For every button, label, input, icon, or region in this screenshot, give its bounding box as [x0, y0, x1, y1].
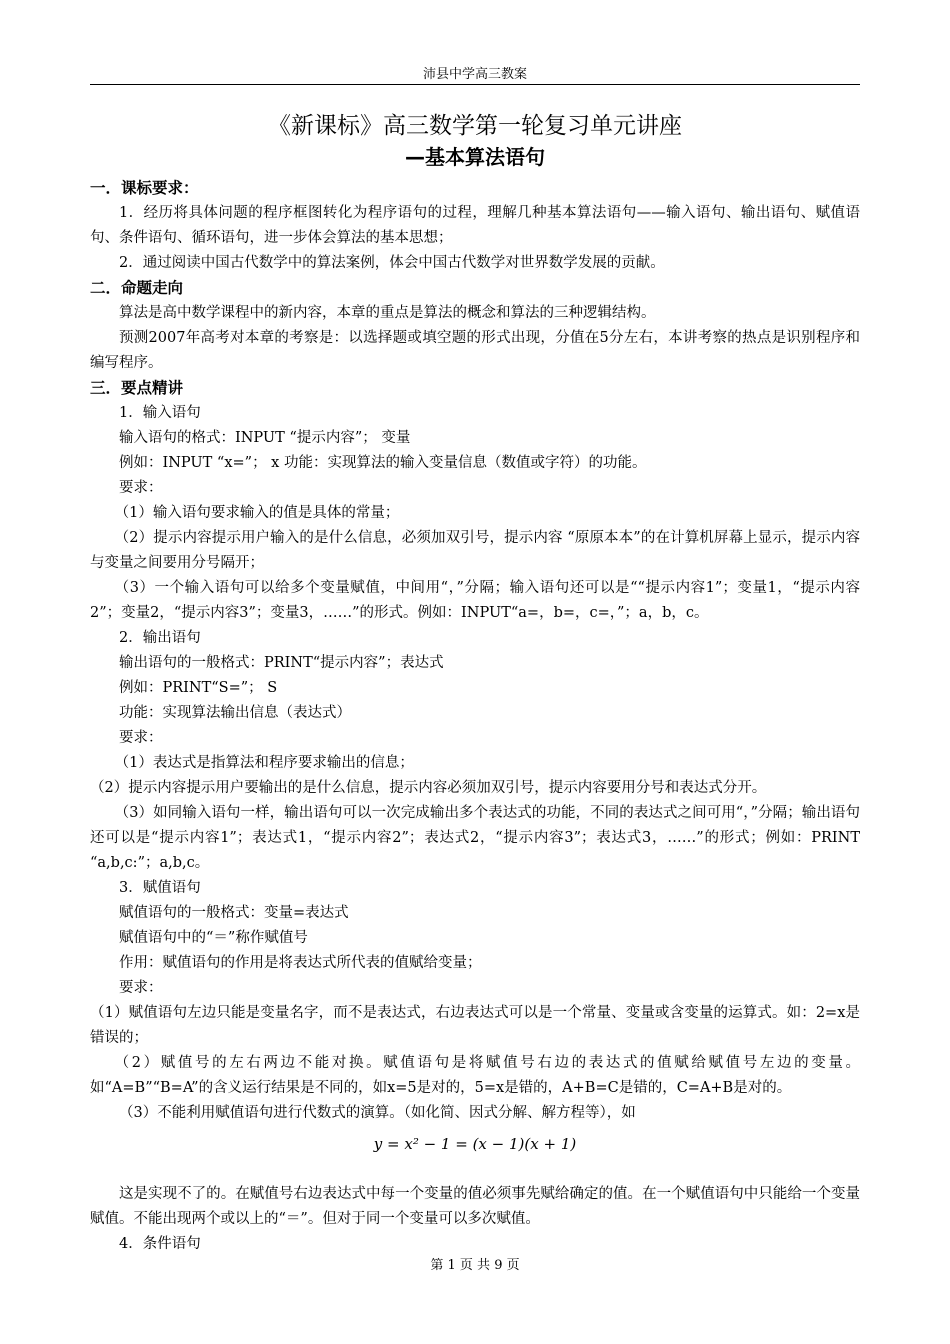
requirement-item: （1）输入语句要求输入的值是具体的常量； — [114, 505, 400, 521]
paragraph: 赋值语句中的“＝”称作赋值号 — [119, 930, 308, 946]
requirement-label: 要求： — [119, 980, 163, 996]
requirement-item: （2）提示内容提示用户要输出的是什么信息，提示内容必须加双引号，提示内容要用分号和表达式分开。 — [90, 780, 767, 796]
requirement-item: （1）赋值语句左边只能是变量名字，而不是表达式，右边表达式可以是一个常量、变量或含变量的运算式。如：2=x是错误的； — [90, 1005, 860, 1046]
paragraph: 这是实现不了的。在赋值号右边表达式中每一个变量的值必须事先赋给确定的值。在一个赋值语句中只能给一个变量赋值。不能出现两个或以上的“＝”。但对于同一个变量可以多次赋值。 — [90, 1186, 860, 1227]
subsection-title-input: 1．输入语句 — [119, 405, 201, 421]
requirement-item: （3）一个输入语句可以给多个变量赋值，中间用“，”分隔；输入语句还可以是““提示内容1”；变量1，“提示内容2”；变量2，“提示内容3”；变量3，……”的形式。例如：INPUT“a=，b=，c=，”；a，b，c。 — [90, 580, 860, 621]
header-divider — [90, 84, 860, 85]
requirement-item: （2）赋值号的左右两边不能对换。赋值语句是将赋值号右边的表达式的值赋给赋值号左边的变量。如“A=B”“B=A”的含义运行结果是不同的，如x=5是对的，5=x是错的，A+B=C是错的，C=A+B是对的。 — [90, 1055, 860, 1096]
section-heading-key-points: 三．要点精讲 — [90, 379, 184, 397]
paragraph: 例如：PRINT“S=”； S — [119, 680, 278, 696]
math-formula: y = x² − 1 = (x − 1)(x + 1) — [373, 1135, 577, 1153]
page-footer: 第 1 页 共 9 页 — [430, 1258, 520, 1273]
requirement-label: 要求： — [119, 480, 163, 496]
paragraph: 输出语句的一般格式：PRINT“提示内容”；表达式 — [119, 655, 444, 671]
paragraph: 例如：INPUT “x=”； x 功能：实现算法的输入变量信息（数值或字符）的功能。 — [119, 455, 647, 471]
paragraph: 算法是高中数学课程中的新内容，本章的重点是算法的概念和算法的三种逻辑结构。 — [119, 305, 656, 321]
section-heading-curriculum: 一．课标要求： — [90, 179, 199, 197]
paragraph: 预测2007年高考对本章的考察是：以选择题或填空题的形式出现，分值在5分左右，本讲考察的热点是识别程序和编写程序。 — [90, 330, 860, 371]
document-subtitle: —基本算法语句 — [405, 145, 545, 169]
subsection-title-output: 2．输出语句 — [119, 630, 201, 646]
requirement-item: （3）如同输入语句一样，输出语句可以一次完成输出多个表达式的功能，不同的表达式之间可用“，”分隔；输出语句还可以是“提示内容1”；表达式1，“提示内容2”；表达式2，“提示内容3”；表达式3，……”的形式；例如：PRINT “a,b,c:”；a,b,c。 — [90, 805, 860, 871]
section-heading-trend: 二．命题走向 — [90, 279, 184, 297]
requirement-label: 要求： — [119, 730, 163, 746]
subsection-title-assignment: 3．赋值语句 — [119, 880, 201, 896]
page-header: 沛县中学高三教案 — [422, 67, 527, 82]
paragraph: 作用：赋值语句的作用是将表达式所代表的值赋给变量； — [119, 955, 482, 971]
document-body — [90, 110, 860, 1257]
paragraph: 输入语句的格式：INPUT “提示内容”； 变量 — [119, 430, 411, 446]
document-title: 《新课标》高三数学第一轮复习单元讲座 — [268, 113, 682, 139]
paragraph: 赋值语句的一般格式：变量=表达式 — [119, 905, 349, 921]
paragraph: 1．经历将具体问题的程序框图转化为程序语句的过程，理解几种基本算法语句——输入语句、输出语句、赋值语句、条件语句、循环语句，进一步体会算法的基本思想； — [90, 205, 860, 246]
requirement-item: （3）不能利用赋值语句进行代数式的演算。（如化简、因式分解、解方程等），如 — [119, 1105, 636, 1121]
subsection-title-conditional: 4．条件语句 — [119, 1236, 201, 1252]
requirement-item: （1）表达式是指算法和程序要求输出的信息； — [114, 755, 414, 771]
requirement-item: （2）提示内容提示用户输入的是什么信息，必须加双引号，提示内容 “原原本本”的在计算机屏幕上显示，提示内容与变量之间要用分号隔开； — [90, 530, 860, 571]
paragraph: 2．通过阅读中国古代数学中的算法案例，体会中国古代数学对世界数学发展的贡献。 — [119, 255, 665, 271]
paragraph: 功能：实现算法输出信息（表达式） — [119, 705, 351, 721]
